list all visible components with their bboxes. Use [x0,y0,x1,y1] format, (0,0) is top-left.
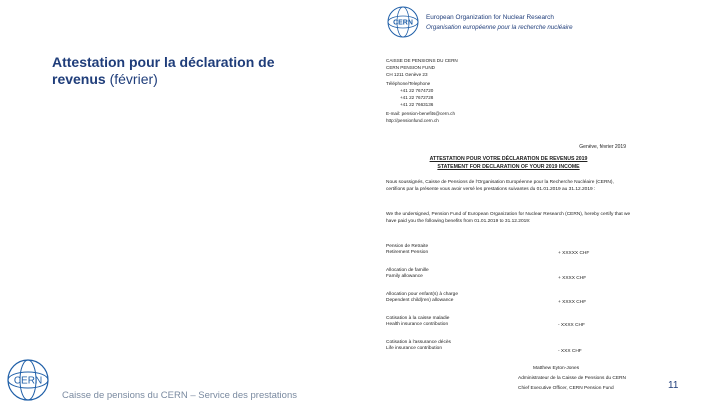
web-line: http://pensionfund.cern.ch [386,118,439,123]
phone-line: +41 22 7674720 [400,88,434,93]
signature-title-en: Chief Executive Officer, CERN Pension Fund [518,386,614,391]
benefit-label-en: Health insurance contribution [386,322,449,328]
benefit-value: - XXXX CHF [558,323,585,328]
org-name: European Organization for Nuclear Research [426,14,554,21]
slide-title-bold: Attestation pour la déclaration de revenus [52,54,275,87]
address-line: CAISSE DE PENSIONS DU CERN [386,58,458,63]
benefit-value: + XXXX CHF [558,276,587,281]
slide-title-subtitle: (février) [105,71,158,87]
benefit-label-fr: Allocation de famille [386,268,429,273]
svg-text:CERN: CERN [13,375,43,387]
heading-fr: ATTESTATION POUR VOTRE DÉCLARATION DE REVENUS 2019 [429,156,588,162]
benefit-label-en: Retirement Pension [386,250,429,256]
benefit-label-fr: Cotisation à la caisse maladie [386,316,450,321]
cern-logo-icon [4,356,52,404]
benefit-value: + XXXX CHF [558,300,587,305]
signature-title-fr: Administrateur de la Caisse de Pensions du CERN [518,376,626,381]
benefit-value: - XXX CHF [558,349,582,354]
benefit-label-en: Dependent child(ren) allowance [386,298,454,304]
phone-line: +41 22 7663136 [400,102,434,107]
benefit-label-fr: Allocation pour enfant(s) à charge [386,292,458,297]
address-line: CH 1211 Genève 23 [386,72,428,77]
cern-logo-icon [386,5,420,39]
address-line: CERN PENSION FUND [386,65,436,70]
benefit-label-en: Family allowance [386,274,423,280]
document-header [386,5,636,45]
attestation-document [368,0,646,405]
org-name-fr: Organisation européenne pour la recherche nucléaire [426,24,573,31]
benefit-label [386,292,458,305]
benefit-label-en: Life insurance contribution [386,346,442,352]
benefit-label-fr: Cotisation à l'assurance décès [386,340,451,345]
slide-title [52,54,322,88]
paragraph-en: We the undersigned, Pension Fund of European Organization for Nuclear Research (CERN), hereby certify that we have paid you the following benefits from 01.01.2019 to 31.12.2019: [386,212,631,224]
heading-en: STATEMENT FOR DECLARATION OF YOUR 2019 INCOME [437,164,580,170]
benefit-label [386,316,449,329]
benefit-label [386,244,428,257]
document-date: Genève, février 2019 [579,144,626,150]
page-number: 11 [668,380,679,391]
email-line: E-mail: pension-benefits@cern.ch [386,111,456,116]
signature-name: Matthew Eyton-Jones [533,366,580,371]
paragraph-fr: Nous soussignés, Caisse de Pensions de l'Organisation Européenne pour la Recherche Nucléaire (CERN), certifions par la présente vous avoir versé les prestations suivantes du 01.01.2019 au 31.12.2019 : [386,180,614,192]
footer-text: Caisse de pensions du CERN – Service des prestations [62,390,297,401]
benefit-label-fr: Pension de Retraite [386,244,429,249]
svg-text:CERN: CERN [393,19,413,27]
benefit-label [386,268,429,281]
address-line: Téléphone/Telephone [386,81,431,86]
benefit-value: + XXXXX CHF [558,251,590,256]
benefit-label [386,340,451,353]
phone-line: +41 22 7672728 [400,95,434,100]
